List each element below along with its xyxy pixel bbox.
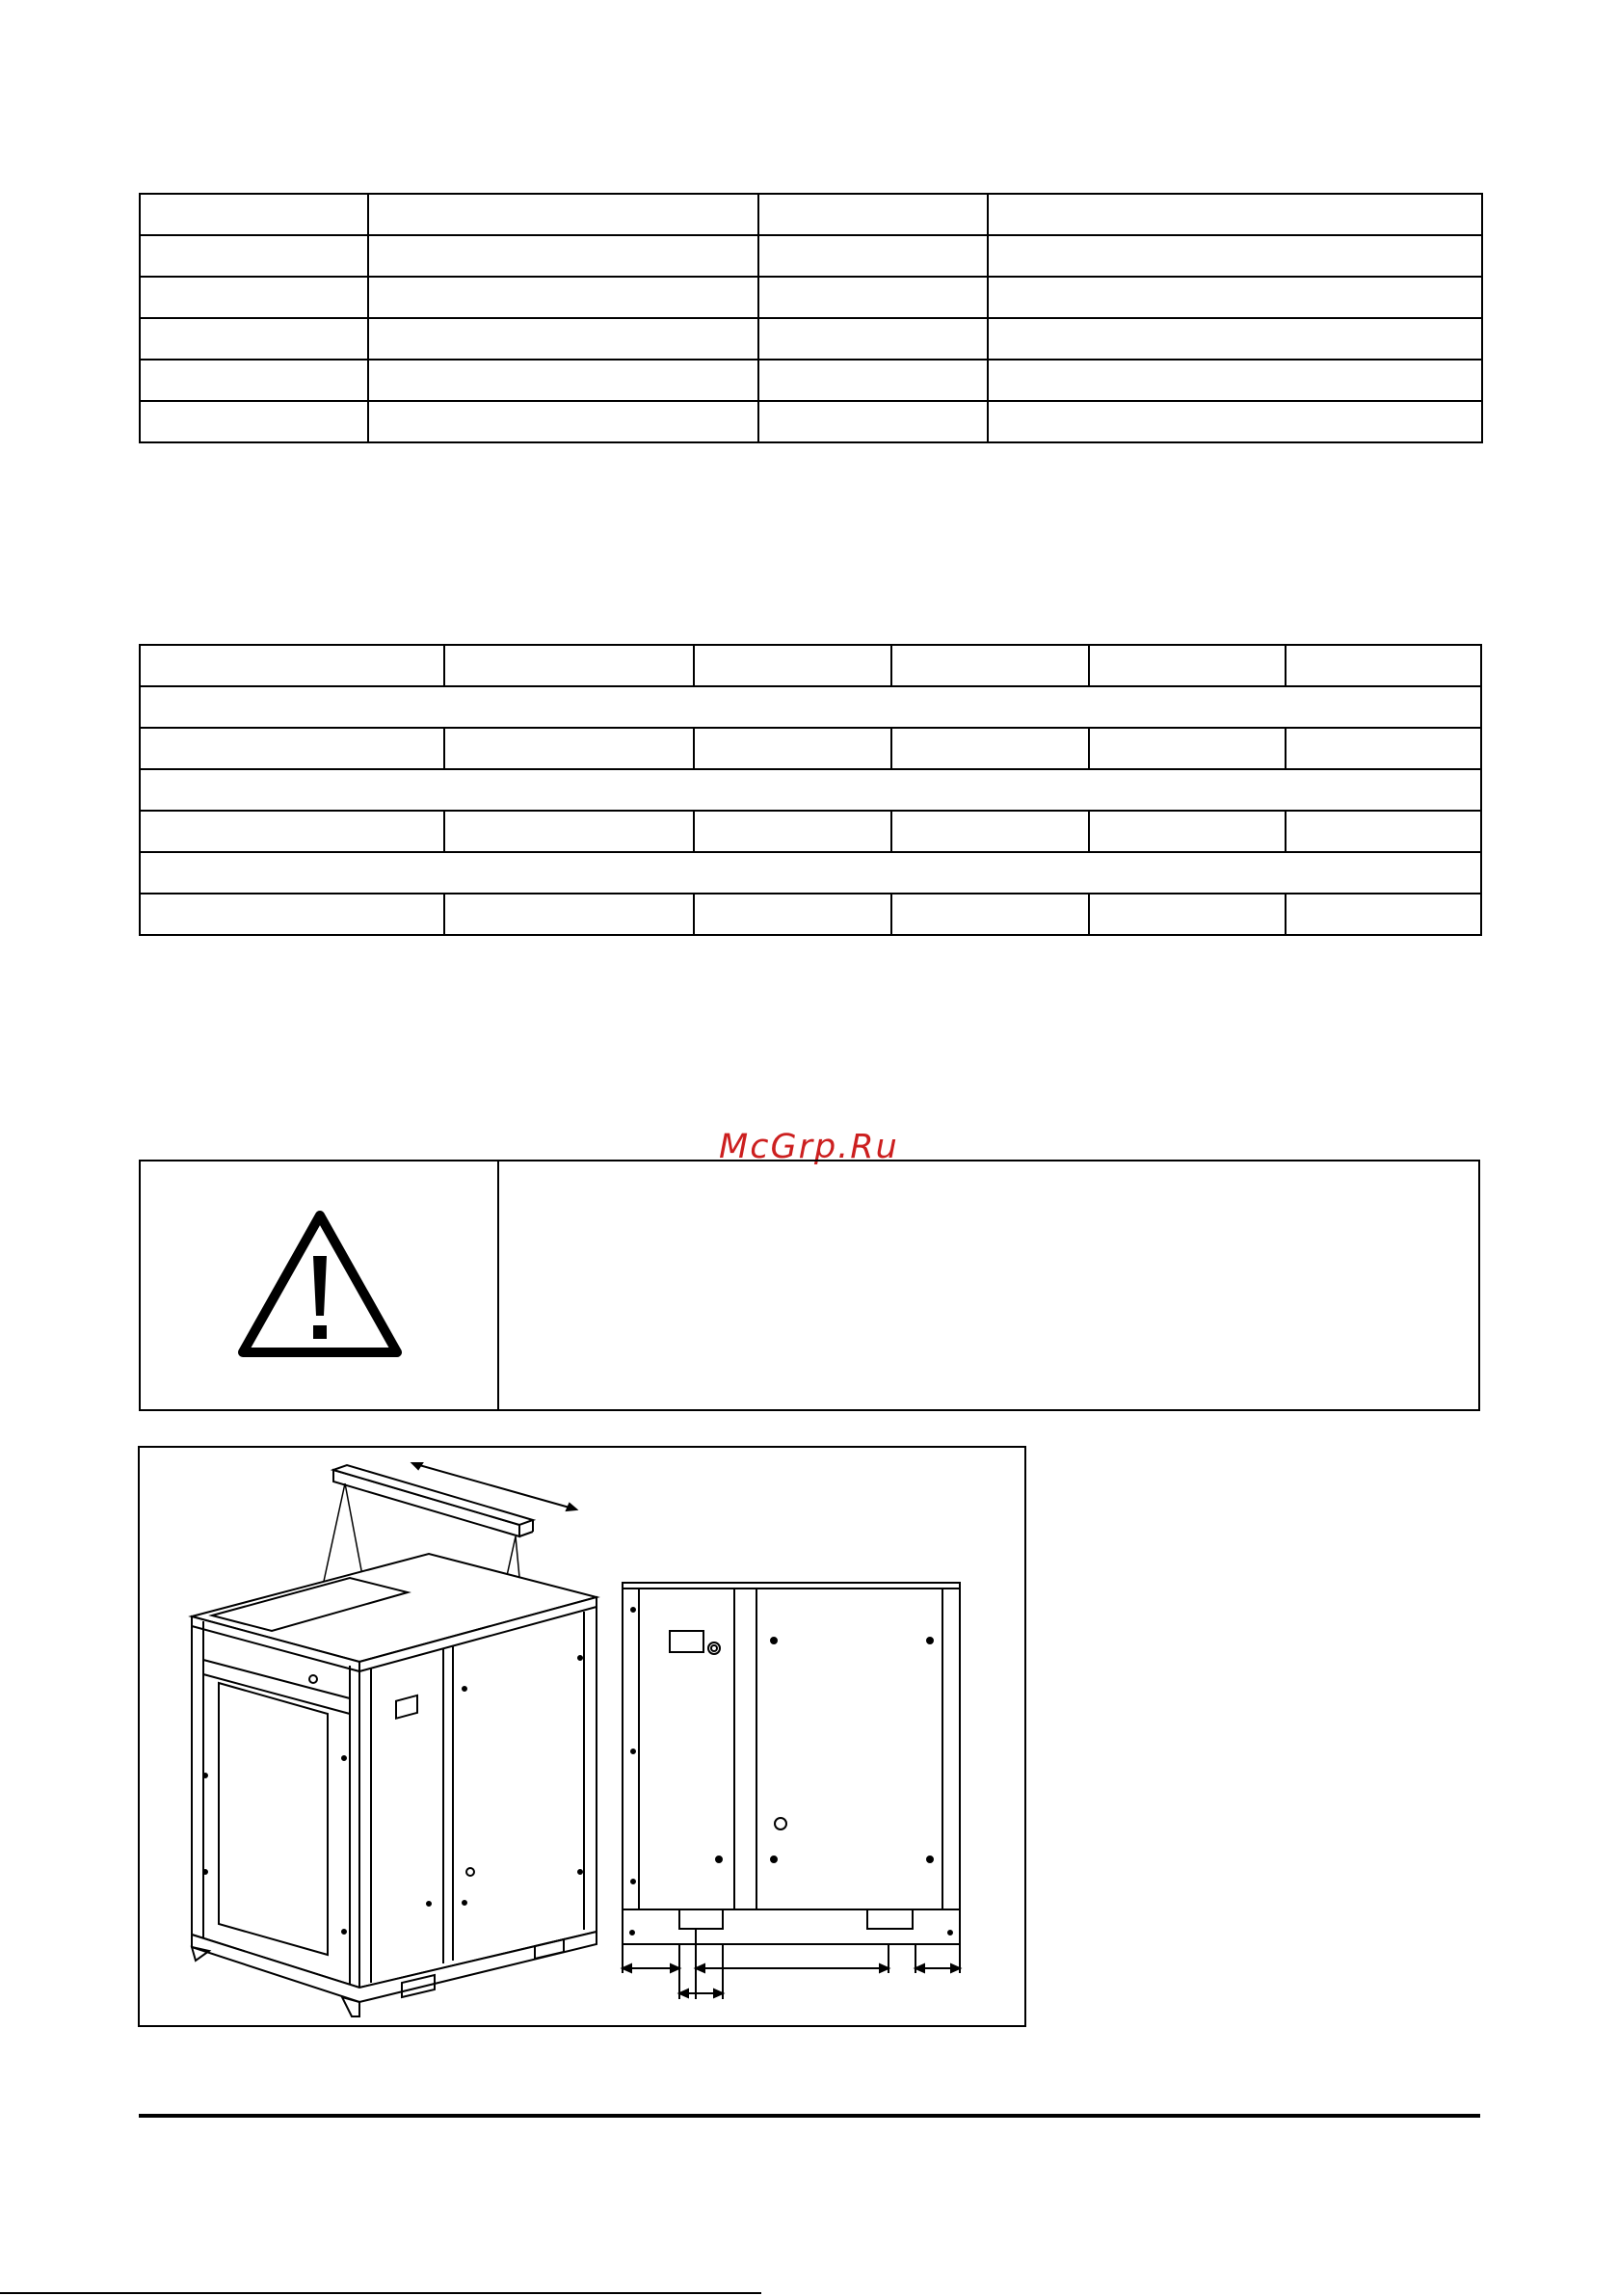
table-row <box>140 235 1482 277</box>
table-row <box>140 811 1481 852</box>
warning-divider <box>497 1161 499 1409</box>
warning-triangle-icon <box>237 1210 403 1360</box>
spec-table-1 <box>139 193 1483 443</box>
table-row <box>140 645 1481 686</box>
table-row <box>140 277 1482 318</box>
compressor-front-view <box>623 1583 960 1999</box>
spec-table-2 <box>139 644 1482 936</box>
warning-box <box>139 1160 1480 1411</box>
watermark: McGrp.Ru <box>719 1128 899 1166</box>
table-row <box>140 318 1482 360</box>
table-row <box>140 894 1481 935</box>
lifting-beam <box>333 1463 576 1536</box>
footer-rule <box>139 2114 1480 2118</box>
compressor-figure <box>138 1446 1026 2027</box>
table-row <box>140 194 1482 235</box>
table-section-row <box>140 686 1481 728</box>
compressor-lifting-diagram <box>140 1448 1024 2025</box>
table-section-row <box>140 852 1481 894</box>
compressor-isometric-view <box>192 1554 597 2016</box>
bottom-rule <box>0 2292 761 2294</box>
table-row <box>140 401 1482 442</box>
table-row <box>140 360 1482 401</box>
table-row <box>140 728 1481 769</box>
table-section-row <box>140 769 1481 811</box>
